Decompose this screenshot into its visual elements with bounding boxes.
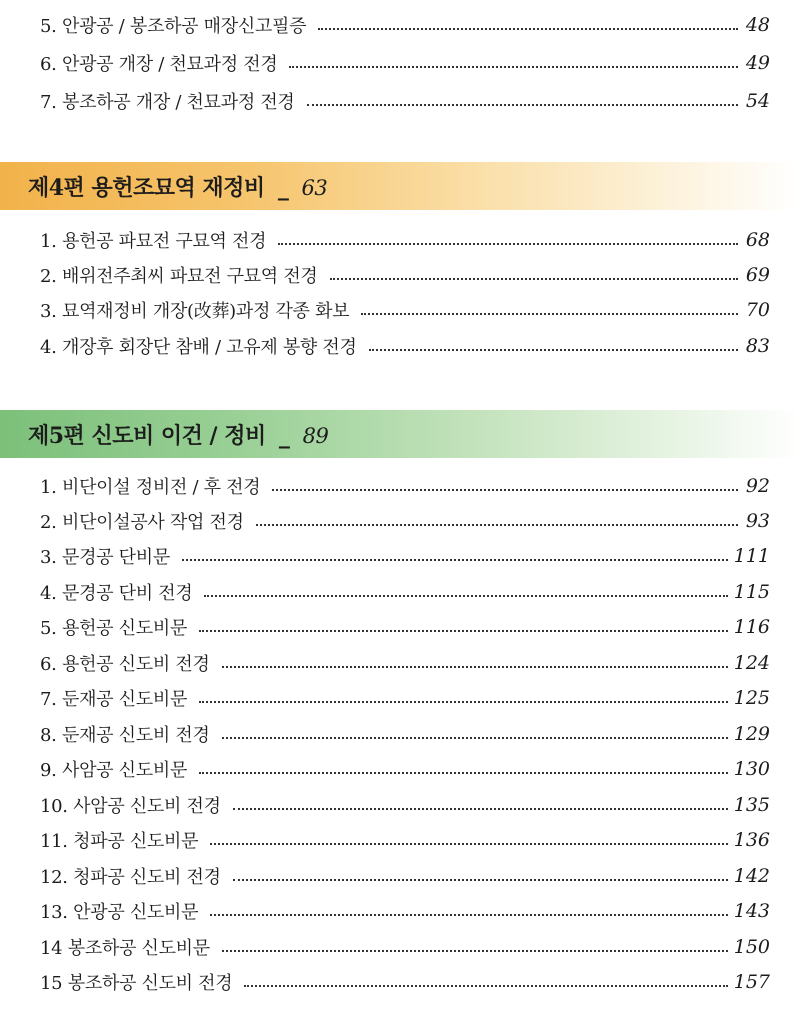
dot-leader xyxy=(307,102,738,106)
dot-leader xyxy=(272,487,738,491)
toc-entry-title: 13. 안광공 신도비문 xyxy=(40,902,199,923)
section-4-page: 63 xyxy=(301,175,328,200)
toc-entry[interactable] xyxy=(40,823,770,857)
toc-entry-page: 83 xyxy=(745,335,770,357)
toc-entry-title: 2. 배위전주최씨 파묘전 구묘역 전경 xyxy=(40,266,318,287)
dot-leader xyxy=(222,948,728,952)
dot-leader xyxy=(233,877,728,881)
dot-leader xyxy=(256,522,738,526)
dot-leader xyxy=(244,983,727,987)
toc-entry-title: 1. 용헌공 파묘전 구묘역 전경 xyxy=(40,231,267,252)
toc-entry[interactable] xyxy=(40,258,770,292)
toc-entry-title: 4. 개장후 회장단 참배 / 고유제 봉향 전경 xyxy=(40,337,357,358)
toc-entry-page: 125 xyxy=(733,687,770,709)
toc-entry-page: 48 xyxy=(745,14,770,36)
toc-entry-page: 157 xyxy=(733,971,770,993)
toc-entry[interactable] xyxy=(40,46,770,80)
dot-leader xyxy=(233,806,728,810)
dot-leader xyxy=(210,841,728,845)
toc-entry-page: 129 xyxy=(733,723,770,745)
toc-entry-page: 69 xyxy=(745,264,770,286)
dot-leader xyxy=(369,347,738,351)
toc-entry-title: 9. 사암공 신도비문 xyxy=(40,760,188,781)
toc-entry-title: 10. 사암공 신도비 전경 xyxy=(40,796,221,817)
section-5-separator: _ xyxy=(278,422,290,449)
toc-entry[interactable] xyxy=(40,681,770,715)
toc-entry-title: 8. 둔재공 신도비 전경 xyxy=(40,725,210,746)
dot-leader xyxy=(199,628,728,632)
dot-leader xyxy=(289,64,738,68)
dot-leader xyxy=(199,770,728,774)
dot-leader xyxy=(222,735,728,739)
toc-entry-page: 111 xyxy=(733,545,770,567)
dot-leader xyxy=(182,557,728,561)
toc-entry[interactable] xyxy=(40,8,770,42)
toc-entry[interactable] xyxy=(40,504,770,538)
toc-entry-title: 3. 묘역재정비 개장(改葬)과정 각종 화보 xyxy=(40,301,350,322)
toc-entry-page: 70 xyxy=(745,299,770,321)
toc-entry[interactable] xyxy=(40,717,770,751)
section-4-title-group xyxy=(28,171,327,202)
dot-leader xyxy=(278,241,738,245)
toc-entry-title: 6. 안광공 개장 / 천묘과정 전경 xyxy=(40,54,278,75)
toc-entry-title: 15 봉조하공 신도비 전경 xyxy=(40,973,233,994)
toc-entry[interactable] xyxy=(40,788,770,822)
dot-leader xyxy=(222,664,728,668)
dot-leader xyxy=(318,26,738,30)
toc-entry[interactable] xyxy=(40,965,770,999)
dot-leader xyxy=(204,593,727,597)
section-4-title: 제4편 용헌조묘역 재정비 xyxy=(28,174,265,201)
toc-entry-page: 136 xyxy=(733,829,770,851)
toc-entry-title: 6. 용헌공 신도비 전경 xyxy=(40,654,210,675)
toc-entry-page: 68 xyxy=(745,229,770,251)
toc-entry-page: 150 xyxy=(733,936,770,958)
toc-entry-page: 142 xyxy=(733,865,770,887)
toc-entry-page: 130 xyxy=(733,758,770,780)
toc-entry-title: 2. 비단이설공사 작업 전경 xyxy=(40,512,244,533)
dot-leader xyxy=(361,311,738,315)
toc-entry-title: 7. 봉조하공 개장 / 천묘과정 전경 xyxy=(40,92,295,113)
section-4-header[interactable] xyxy=(0,162,800,210)
toc-entry-page: 49 xyxy=(745,52,770,74)
toc-entry-title: 11. 청파공 신도비문 xyxy=(40,831,199,852)
section-5-title: 제5편 신도비 이건 / 정비 xyxy=(28,422,266,449)
toc-entry[interactable] xyxy=(40,575,770,609)
toc-entry-page: 54 xyxy=(745,90,770,112)
toc-entry-title: 7. 둔재공 신도비문 xyxy=(40,689,188,710)
dot-leader xyxy=(210,912,728,916)
toc-entry[interactable] xyxy=(40,539,770,573)
toc-entry-title: 5. 용헌공 신도비문 xyxy=(40,618,188,639)
section-5-page: 89 xyxy=(302,423,329,448)
toc-entry[interactable] xyxy=(40,293,770,327)
toc-entry[interactable] xyxy=(40,610,770,644)
toc-entry-title: 14 봉조하공 신도비문 xyxy=(40,938,210,959)
toc-entry-page: 93 xyxy=(745,510,770,532)
dot-leader xyxy=(330,276,739,280)
toc-entry[interactable] xyxy=(40,223,770,257)
toc-entry[interactable] xyxy=(40,84,770,118)
toc-entry-page: 92 xyxy=(745,475,770,497)
toc-entry-page: 115 xyxy=(733,581,770,603)
toc-entry[interactable] xyxy=(40,894,770,928)
toc-entry-page: 143 xyxy=(733,900,770,922)
dot-leader xyxy=(199,699,728,703)
toc-entry-page: 135 xyxy=(733,794,770,816)
toc-entry[interactable] xyxy=(40,930,770,964)
section-5-header[interactable] xyxy=(0,410,800,458)
toc-entry-page: 124 xyxy=(733,652,770,674)
toc-entry-page: 116 xyxy=(733,616,770,638)
toc-entry[interactable] xyxy=(40,752,770,786)
toc-entry-title: 5. 안광공 / 봉조하공 매장신고필증 xyxy=(40,16,307,37)
toc-entry-title: 4. 문경공 단비 전경 xyxy=(40,583,193,604)
toc-entry[interactable] xyxy=(40,469,770,503)
toc-entry[interactable] xyxy=(40,646,770,680)
toc-entry[interactable] xyxy=(40,859,770,893)
toc-entry-title: 3. 문경공 단비문 xyxy=(40,547,170,568)
toc-entry[interactable] xyxy=(40,329,770,363)
section-4-separator: _ xyxy=(277,174,289,201)
toc-entry-title: 12. 청파공 신도비 전경 xyxy=(40,867,221,888)
toc-entry-title: 1. 비단이설 정비전 / 후 전경 xyxy=(40,477,261,498)
section-5-title-group xyxy=(28,419,328,450)
